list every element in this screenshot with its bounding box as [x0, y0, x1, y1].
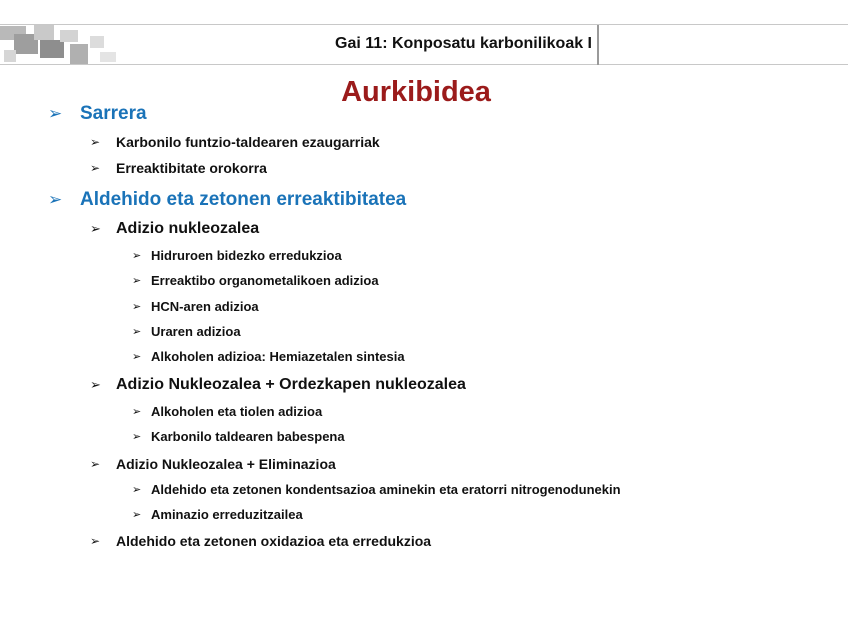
subsection-label: Aldehido eta zetonen oxidazioa eta erredukzioa — [116, 533, 432, 549]
list-item-label: Alkoholen adizioa: Hemiazetalen sintesia — [151, 349, 405, 364]
bullet-arrow-icon: ➢ — [90, 534, 101, 548]
subsection-ordezkapen — [90, 376, 466, 394]
subsection-label: Adizio Nukleozalea + Ordezkapen nukleozalea — [116, 376, 466, 393]
list-item — [132, 273, 379, 288]
list-item-label: Uraren adizioa — [151, 324, 241, 339]
bullet-arrow-icon: ➢ — [90, 221, 101, 236]
list-item-label: Erreaktibitate orokorra — [116, 160, 267, 176]
list-item-label: Erreaktibo organometalikoen adizioa — [151, 273, 379, 288]
bullet-arrow-icon: ➢ — [132, 484, 142, 496]
list-item-label: HCN-aren adizioa — [151, 299, 259, 314]
page-title: Aurkibidea — [341, 76, 491, 108]
header-title: Gai 11: Konposatu karbonilikoak I — [335, 35, 592, 52]
bullet-arrow-icon: ➢ — [90, 161, 101, 175]
section-label: Sarrera — [80, 103, 147, 124]
header-top-line — [0, 24, 848, 25]
list-item-label: Karbonilo funtzio-taldearen ezaugarriak — [116, 134, 380, 150]
section-sarrera — [48, 103, 147, 125]
bullet-arrow-icon: ➢ — [132, 326, 142, 338]
list-item — [132, 349, 405, 364]
subsection-adizio — [90, 220, 259, 238]
list-item-label: Alkoholen eta tiolen adizioa — [151, 404, 323, 419]
list-item — [132, 248, 342, 263]
list-item-label: Aminazio erreduzitzailea — [151, 507, 303, 522]
subsection-label: Adizio Nukleozalea + Eliminazioa — [116, 456, 336, 472]
list-item-label: Aldehido eta zetonen kondentsazioa aminekin eta eratorri nitrogenodunekin — [151, 482, 621, 497]
header-divider — [597, 25, 599, 65]
bullet-arrow-icon: ➢ — [132, 301, 142, 313]
bullet-arrow-icon: ➢ — [132, 509, 142, 521]
bullet-arrow-icon: ➢ — [90, 135, 101, 149]
section-label: Aldehido eta zetonen erreaktibitatea — [80, 189, 407, 210]
list-item — [90, 160, 267, 176]
header-bottom-line — [0, 64, 848, 65]
subsection-eliminazio — [90, 456, 336, 472]
bullet-arrow-icon: ➢ — [132, 275, 142, 287]
list-item-label: Karbonilo taldearen babespena — [151, 429, 345, 444]
slide-header — [0, 0, 848, 66]
bullet-arrow-icon: ➢ — [132, 406, 142, 418]
bullet-arrow-icon: ➢ — [48, 104, 63, 123]
bullet-arrow-icon: ➢ — [132, 250, 142, 262]
bullet-arrow-icon: ➢ — [90, 457, 101, 471]
list-item — [132, 482, 621, 497]
bullet-arrow-icon: ➢ — [90, 377, 101, 392]
decorative-logo-icon — [0, 20, 130, 68]
bullet-arrow-icon: ➢ — [132, 431, 142, 443]
list-item-label: Hidruroen bidezko erredukzioa — [151, 248, 342, 263]
list-item — [132, 507, 303, 522]
bullet-arrow-icon: ➢ — [48, 190, 63, 209]
section-aldehido — [48, 189, 406, 211]
list-item — [132, 324, 241, 339]
subsection-oxidazio — [90, 533, 431, 549]
list-item — [132, 299, 259, 314]
subsection-label: Adizio nukleozalea — [116, 220, 260, 237]
list-item — [132, 404, 322, 419]
list-item — [132, 429, 345, 444]
bullet-arrow-icon: ➢ — [132, 351, 142, 363]
list-item — [90, 134, 380, 150]
